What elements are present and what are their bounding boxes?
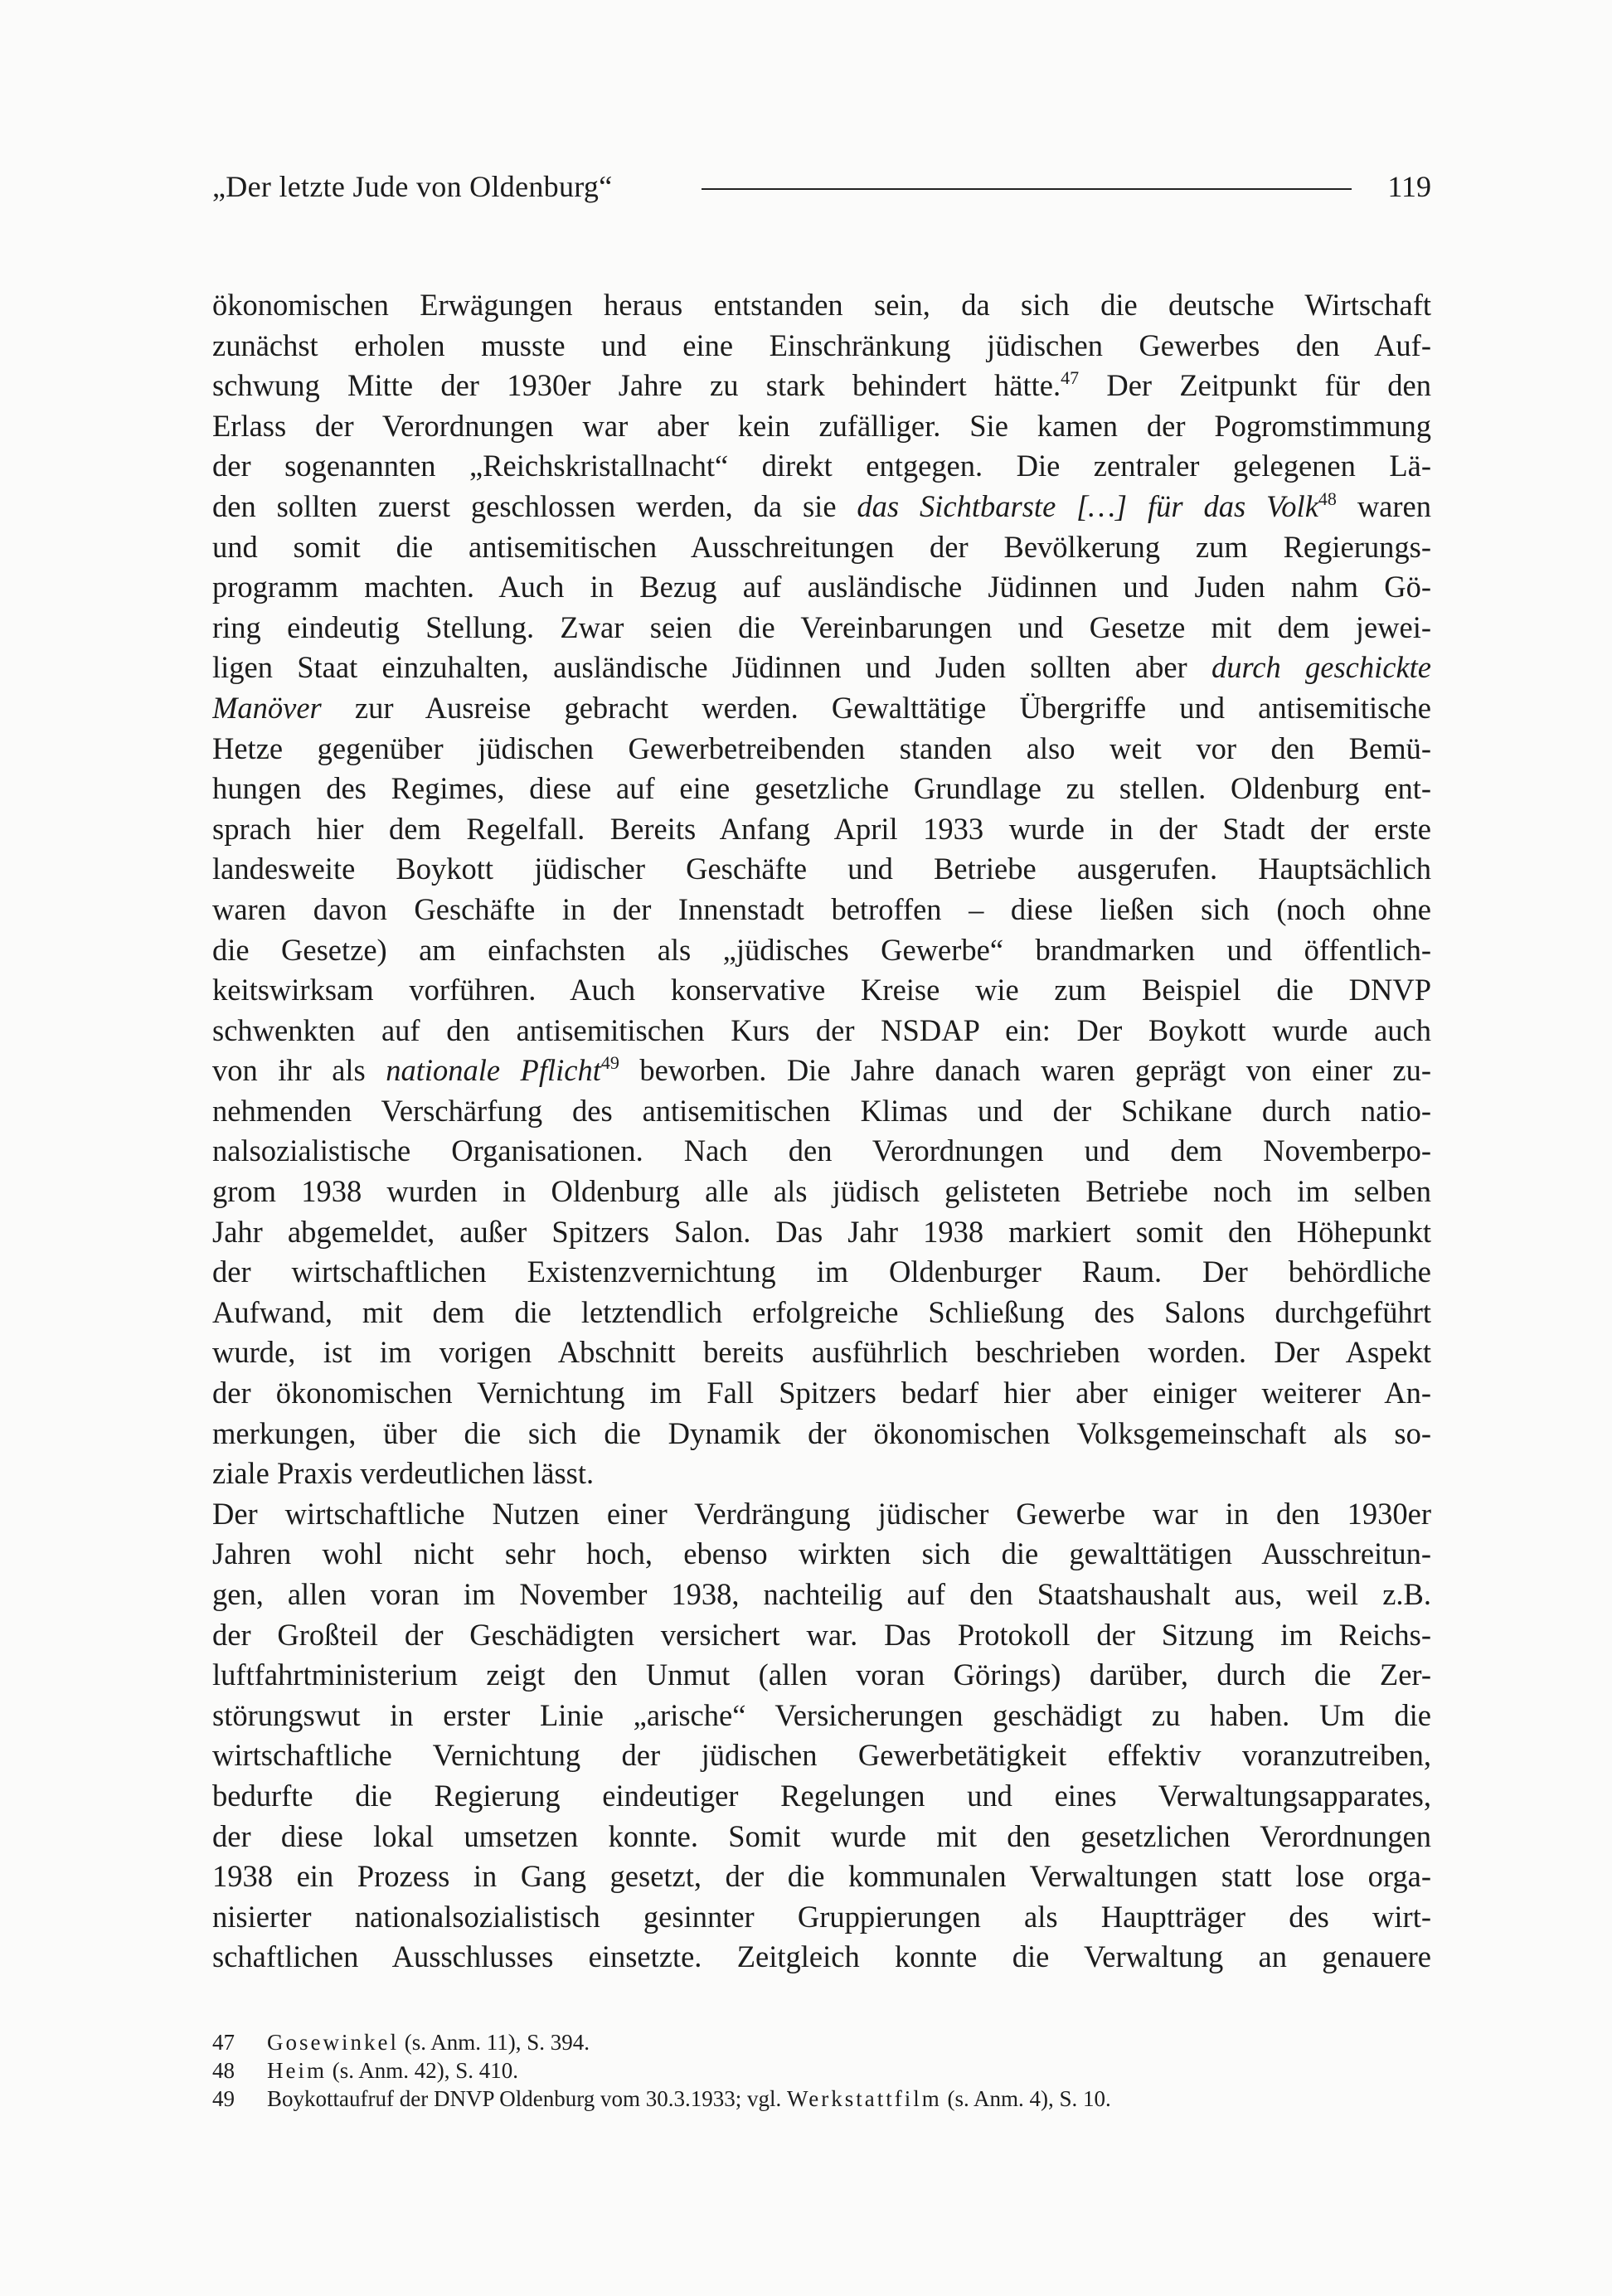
text-line: [212, 1131, 1431, 1172]
text-line: [212, 1534, 1431, 1575]
text-line: [212, 1414, 1431, 1454]
footnote-number: 47: [212, 2030, 235, 2055]
text-line: [212, 809, 1431, 850]
footnote: [212, 2085, 1431, 2113]
footnote-author: Heim: [267, 2058, 327, 2083]
footnote-number: 48: [212, 2058, 235, 2083]
text-segment: sprach hier dem Regelfall. Bereits Anfang April 1933 wurde in der Stadt der erste: [212, 811, 1431, 846]
text-line: [212, 406, 1431, 447]
text-segment: Der Zeitpunkt für den: [1079, 368, 1431, 403]
footnote-ref: 48: [1318, 488, 1337, 509]
text-segment: nehmenden Verschärfung des antisemitischen Klimas und der Schikane durch natio-: [212, 1093, 1431, 1128]
text-segment: Der wirtschaftliche Nutzen einer Verdrängung jüdischer Gewerbe war in den 1930er: [212, 1496, 1431, 1531]
text-line: [212, 1172, 1431, 1212]
text-line: [212, 1454, 1431, 1494]
text-line: [212, 1897, 1431, 1938]
footnote-author: Werkstattfilm: [786, 2086, 942, 2111]
text-segment: der diese lokal umsetzen konnte. Somit wurde mit den gesetzlichen Verordnungen: [212, 1818, 1431, 1853]
text-segment: landesweite Boykott jüdischer Geschäfte und Betriebe ausgerufen. Hauptsächlich: [212, 852, 1431, 886]
text-segment: nisierter nationalsozialistisch gesinnter Gruppierungen als Hauptträger des wirt-: [212, 1899, 1431, 1934]
text-line: [212, 1293, 1431, 1333]
footnotes: [212, 2028, 1431, 2113]
italic-text: durch geschickte: [1211, 650, 1431, 685]
text-line: [212, 1332, 1431, 1373]
text-segment: von ihr als: [212, 1053, 386, 1088]
text-segment: zur Ausreise gebracht werden. Gewalttätige Übergriffe und antisemitische: [321, 690, 1431, 725]
footnote-text: [267, 2028, 590, 2056]
text-line: [212, 648, 1431, 688]
text-line: [212, 567, 1431, 608]
footnote-author: Gosewinkel: [267, 2030, 399, 2055]
text-segment: der sogenannten „Reichskristallnacht“ direkt entgegen. Die zentraler gelegenen Lä-: [212, 449, 1431, 483]
text-segment: Hetze gegenüber jüdischen Gewerbetreibenden standen also weit vor den Bemü-: [212, 731, 1431, 765]
text-segment: schwenkten auf den antisemitischen Kurs der NSDAP ein: Der Boykott wurde auch: [212, 1012, 1431, 1047]
text-segment: beworben. Die Jahre danach waren geprägt von einer zu-: [619, 1053, 1431, 1088]
text-line: [212, 1735, 1431, 1776]
text-line: [212, 1091, 1431, 1132]
text-segment: merkungen, über die sich die Dynamik der ökonomischen Volksgemeinschaft als so-: [212, 1415, 1431, 1450]
text-segment: Aufwand, mit dem die letztendlich erfolgreiche Schließung des Salons durchgeführt: [212, 1294, 1431, 1329]
text-segment: der Großteil der Geschädigten versichert war. Das Protokoll der Sitzung im Reichs-: [212, 1617, 1431, 1652]
running-head-title: „Der letzte Jude von Oldenburg“: [212, 170, 613, 203]
text-segment: zunächst erholen musste und eine Einschränkung jüdischen Gewerbes den Auf-: [212, 328, 1431, 362]
body-text: [212, 285, 1431, 1978]
running-head: [212, 166, 1431, 207]
text-line: [212, 970, 1431, 1011]
italic-text: nationale Pflicht: [386, 1053, 601, 1088]
text-line: [212, 1857, 1431, 1897]
text-segment: gen, allen voran im November 1938, nachteilig auf den Staatshaushalt aus, weil z.B.: [212, 1577, 1431, 1611]
text-line: [212, 688, 1431, 729]
footnote-text-segment: (s. Anm. 11), S. 394.: [398, 2030, 590, 2055]
text-line: [212, 1011, 1431, 1051]
text-line: [212, 487, 1431, 527]
italic-text: Manöver: [212, 690, 322, 725]
text-segment: den sollten zuerst geschlossen werden, da sie: [212, 488, 857, 523]
text-segment: waren davon Geschäfte in der Innenstadt betroffen – diese ließen sich (noch ohne: [212, 891, 1431, 926]
text-line: [212, 1252, 1431, 1293]
text-segment: ziale Praxis verdeutlichen lässt.: [212, 1456, 595, 1491]
text-segment: die Gesetze) am einfachsten als „jüdisches Gewerbe“ brandmarken und öffentlich-: [212, 932, 1431, 967]
footnote-text: [267, 2056, 518, 2085]
text-segment: ring eindeutig Stellung. Zwar seien die Vereinbarungen und Gesetze mit dem jewei-: [212, 609, 1431, 644]
text-segment: bedurfte die Regierung eindeutiger Regelungen und eines Verwaltungsapparates,: [212, 1778, 1431, 1813]
text-segment: Erlass der Verordnungen war aber kein zufälliger. Sie kamen der Pogromstimmung: [212, 408, 1431, 443]
text-line: [212, 1937, 1431, 1978]
text-segment: keitswirksam vorführen. Auch konservative Kreise wie zum Beispiel die DNVP: [212, 973, 1431, 1007]
text-line: [212, 326, 1431, 366]
footnote-text-segment: (s. Anm. 42), S. 410.: [327, 2058, 519, 2083]
text-segment: der ökonomischen Vernichtung im Fall Spitzers bedarf hier aber einiger weiterer An-: [212, 1376, 1431, 1410]
text-segment: und somit die antisemitischen Ausschreitungen der Bevölkerung zum Regierungs-: [212, 529, 1431, 564]
text-line: [212, 1776, 1431, 1817]
text-segment: grom 1938 wurden in Oldenburg alle als jüdisch gelisteten Betriebe noch im selben: [212, 1174, 1431, 1209]
text-line: [212, 1494, 1431, 1535]
text-line: [212, 849, 1431, 890]
footnote-ref: 49: [600, 1052, 619, 1074]
page-number: 119: [1387, 170, 1431, 203]
text-segment: schwung Mitte der 1930er Jahre zu stark behindert hätte.: [212, 368, 1061, 403]
text-segment: ligen Staat einzuhalten, ausländische Jüdinnen und Juden sollten aber: [212, 650, 1211, 685]
text-line: [212, 527, 1431, 568]
text-line: [212, 285, 1431, 326]
text-segment: luftfahrtministerium zeigt den Unmut (allen voran Görings) darüber, durch die Zer-: [212, 1658, 1431, 1692]
text-line: [212, 1051, 1431, 1091]
text-line: [212, 890, 1431, 930]
text-segment: störungswut in erster Linie „arische“ Versicherungen geschädigt zu haben. Um die: [212, 1697, 1431, 1732]
footnote-text-segment: Boykottaufruf der DNVP Oldenburg vom 30.3.1933; vgl.: [267, 2086, 787, 2111]
running-head-rule: [702, 188, 1352, 190]
footnote: [212, 2028, 1431, 2056]
text-line: [212, 1212, 1431, 1253]
text-segment: wurde, ist im vorigen Abschnitt bereits ausführlich beschrieben worden. Der Aspekt: [212, 1335, 1431, 1370]
text-segment: programm machten. Auch in Bezug auf ausländische Jüdinnen und Juden nahm Gö-: [212, 570, 1431, 604]
text-line: [212, 1817, 1431, 1857]
footnote-ref: 47: [1061, 367, 1080, 389]
text-line: [212, 608, 1431, 648]
text-line: [212, 769, 1431, 809]
footnote-text-segment: (s. Anm. 4), S. 10.: [941, 2086, 1111, 2111]
text-segment: 1938 ein Prozess in Gang gesetzt, der die kommunalen Verwaltungen statt lose orga-: [212, 1859, 1431, 1894]
text-line: [212, 366, 1431, 406]
text-segment: der wirtschaftlichen Existenzvernichtung im Oldenburger Raum. Der behördliche: [212, 1255, 1431, 1289]
text-segment: waren: [1336, 488, 1431, 523]
text-line: [212, 1615, 1431, 1656]
text-segment: Jahr abgemeldet, außer Spitzers Salon. Das Jahr 1938 markiert somit den Höhepunkt: [212, 1214, 1431, 1249]
text-line: [212, 930, 1431, 971]
text-segment: wirtschaftliche Vernichtung der jüdischen Gewerbetätigkeit effektiv voranzutreiben,: [212, 1738, 1431, 1773]
text-line: [212, 729, 1431, 769]
text-segment: schaftlichen Ausschlusses einsetzte. Zeitgleich konnte die Verwaltung an genauere: [212, 1939, 1431, 1974]
text-line: [212, 1655, 1431, 1696]
text-segment: ökonomischen Erwägungen heraus entstanden sein, da sich die deutsche Wirtschaft: [212, 288, 1431, 322]
footnote-text: [267, 2085, 1111, 2113]
text-line: [212, 1575, 1431, 1615]
text-segment: Jahren wohl nicht sehr hoch, ebenso wirkten sich die gewalttätigen Ausschreitun-: [212, 1536, 1431, 1571]
text-segment: hungen des Regimes, diese auf eine gesetzliche Grundlage zu stellen. Oldenburg ent-: [212, 771, 1431, 806]
text-line: [212, 1373, 1431, 1414]
text-line: [212, 446, 1431, 487]
footnote-number: 49: [212, 2086, 235, 2111]
text-segment: nalsozialistische Organisationen. Nach den Verordnungen und dem Novemberpo-: [212, 1133, 1431, 1168]
text-line: [212, 1696, 1431, 1736]
footnote: [212, 2056, 1431, 2085]
italic-text: das Sichtbarste […] für das Volk: [857, 488, 1318, 523]
